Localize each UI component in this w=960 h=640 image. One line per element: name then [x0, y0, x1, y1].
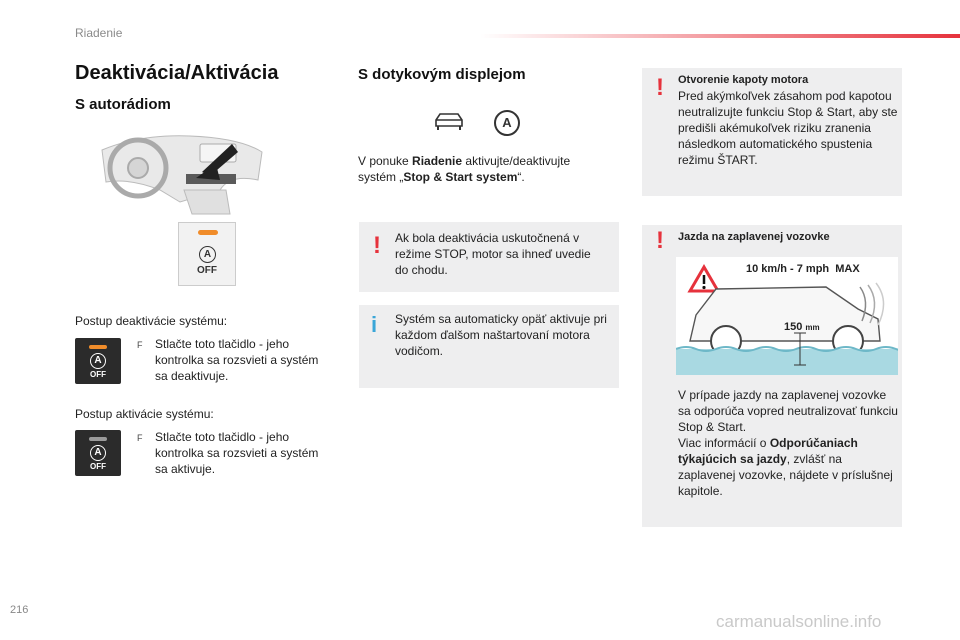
car-icon: [432, 110, 466, 134]
deactivate-label: Postup deaktivácie systému:: [75, 314, 228, 328]
bullet-icon: F: [137, 433, 143, 443]
off-label: OFF: [90, 462, 106, 471]
off-label: OFF: [197, 265, 217, 276]
section-label: Riadenie: [75, 26, 123, 40]
touch-instruction: [358, 153, 598, 185]
warning-box-bonnet: [642, 68, 902, 196]
info-icon: i: [371, 312, 378, 337]
warning-icon: !: [373, 232, 381, 259]
watermark: carmanualsonline.info: [716, 612, 882, 631]
led-indicator: [198, 230, 218, 235]
text-fragment: Viac informácií o: [678, 436, 770, 450]
flood-title: Jazda na zaplavenej vozovke: [678, 231, 830, 243]
flood-illustration: [676, 257, 898, 375]
led-off-indicator: [89, 437, 107, 441]
info-box-restart: [359, 305, 619, 388]
text-fragment-bold: Odporúčaniach týkajúcich sa jazdy: [678, 436, 858, 466]
stop-start-icon[interactable]: A: [494, 110, 520, 136]
warning-icon: !: [656, 227, 664, 254]
warning-box-stop: [359, 222, 619, 292]
flood-text-2: [678, 435, 900, 499]
page-number: 216: [10, 604, 29, 616]
radio-heading: S autorádiom: [75, 96, 171, 113]
text-fragment: V ponuke: [358, 154, 413, 168]
activate-instruction: Stlačte toto tlačidlo - jeho kontrolka sa rozsvieti a systém sa aktivuje.: [155, 430, 319, 476]
bullet-icon: F: [137, 340, 143, 350]
depth-value: 150: [784, 321, 803, 333]
auto-a-icon: A: [90, 353, 106, 369]
page-title: Deaktivácia/Aktivácia: [75, 62, 279, 84]
bonnet-text: Pred akýmkoľvek zásahom pod kapotou neutralizujte funkciu Stop & Start, aby ste predišli akémukoľvek riziku zranenia následkom automatického spustenia režimu ŠTART.: [678, 89, 898, 167]
flood-text-1: V prípade jazdy na zaplavenej vozovke sa odporúča vopred neutralizovať funkciu Stop & Start.: [678, 388, 898, 434]
system-name: Stop & Start system: [403, 170, 518, 184]
off-button-illustration: [178, 222, 236, 286]
menu-name: Riadenie: [412, 154, 463, 168]
off-label: OFF: [90, 370, 106, 379]
header-bar: [480, 34, 960, 38]
speed-limit-label: 10 km/h - 7 mph MAX: [746, 263, 860, 275]
warning-icon: !: [656, 74, 664, 101]
activate-label: Postup aktivácie systému:: [75, 407, 214, 421]
auto-a-icon: A: [90, 445, 106, 461]
info-restart-text: Systém sa automaticky opäť aktivuje pri každom ďalšom naštartovaní motora vodičom.: [395, 312, 607, 358]
off-button-deactivate[interactable]: [75, 338, 121, 384]
dashboard-illustration: [100, 130, 265, 215]
deactivate-instruction: Stlačte toto tlačidlo - jeho kontrolka sa rozsvieti a systém sa deaktivuje.: [155, 337, 319, 383]
depth-label: [784, 321, 820, 333]
depth-unit: mm: [805, 323, 820, 332]
led-on-indicator: [89, 345, 107, 349]
off-button-activate[interactable]: [75, 430, 121, 476]
text-fragment: , zvlášť na zaplavenej vozovke, nájdete v príslušnej kapitole.: [678, 452, 893, 498]
text-fragment: “.: [517, 170, 525, 184]
bonnet-title: Otvorenie kapoty motora: [678, 74, 809, 86]
warning-box-flood: [642, 225, 902, 527]
text-fragment: aktivujte/deaktivujte systém „: [358, 154, 571, 184]
auto-a-icon: A: [199, 246, 216, 263]
warning-stop-text: Ak bola deaktivácia uskutočnená v režime STOP, motor sa ihneď uvedie do chodu.: [395, 231, 591, 277]
touch-heading: S dotykovým displejom: [358, 66, 526, 83]
